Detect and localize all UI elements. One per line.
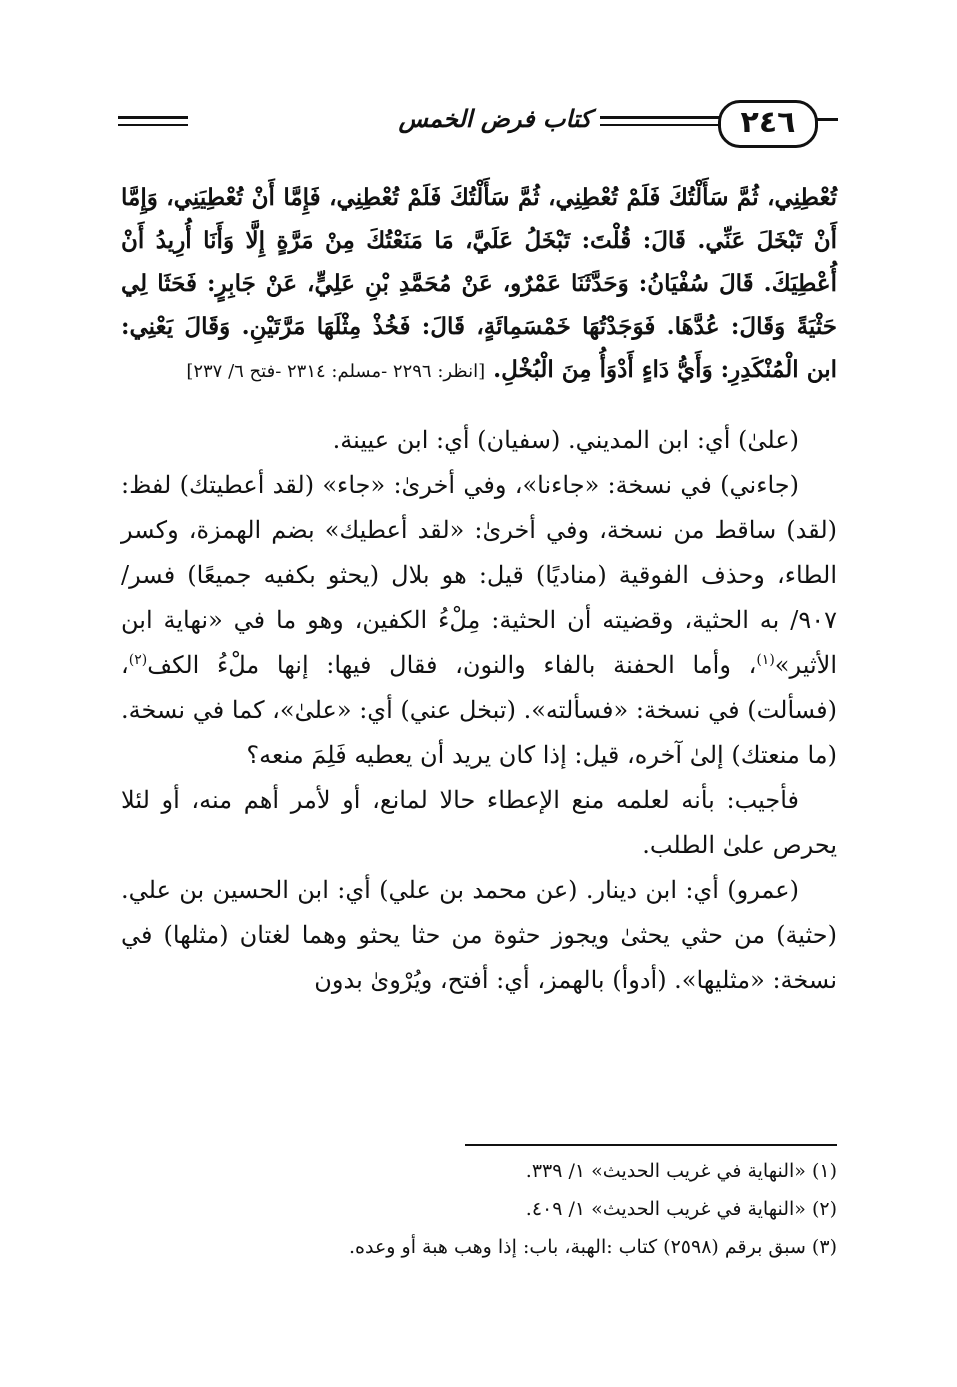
header-rule-left-top <box>118 116 188 119</box>
footnote-marker: (٢) <box>128 652 148 668</box>
page-number: ٢٤٦ <box>718 100 818 148</box>
commentary-text: ، وأما الحفنة بالفاء والنون، فقال فيها: إنها ملْءُ الكف <box>147 651 757 679</box>
hadith-line: تُعْطِنِي، ثُمَّ سَأَلْتُكَ فَلَمْ تُعْطِنِي، ثُمَّ سَأَلْتُكَ فَلَمْ تُعْطِنِي، فَإِمَّا أَنْ تُعْطِيَنِي، وَإِمَّا أَنْ <box>121 184 837 254</box>
hadith-line: تَبْخَلَ عَنِّي. قَالَ: قُلْتَ: تَبْخَلُ عَلَيَّ، مَا مَنَعْتُكَ مِنْ مَرَّةٍ إِلَّا وَأَنَا أُرِيدُ أَنْ أُعْطِيَكَ. <box>121 227 837 297</box>
commentary-paragraph <box>121 463 837 778</box>
commentary-paragraph: (علىٰ) أي: ابن المديني. (سفيان) أي: ابن عيينة. <box>332 426 799 454</box>
commentary-paragraph: فأجيب: بأنه لعلمه منع الإعطاء حالا لمانع، أو لأمر أهم منه، أو لئلا يحرص علىٰ الطلب. <box>121 786 837 859</box>
hadith-source-reference: [انظر: ٢٢٩٦ -مسلم: ٢٣١٤ -فتح ٦/ ٢٣٧] <box>186 361 486 382</box>
commentary <box>121 418 837 1003</box>
commentary-text: ، (فسألت) في نسخة: «فسألته». (تبخل عني) أي: «علىٰ»، كما في نسخة. (ما منعتك) إلىٰ آخره، قيل: إذا كان يريد أن يعطيه فَلِمَ منعه؟ <box>121 651 837 769</box>
hadith-text <box>121 176 837 393</box>
hadith-line: عُدَّهَا. فَوَجَدْتُهَا خَمْسَمِائَةٍ، قَالَ: فَخُذْ مِثْلَهَا مَرَّتَيْنِ. وَقَالَ يَعْنِي: ابن الْمُنْكَدِرِ: وَأَيُّ <box>121 313 837 383</box>
footnotes <box>121 1152 837 1266</box>
header-rule-left-bottom <box>118 124 188 126</box>
commentary-text: (جاءني) في نسخة: «جاءنا»، وفي أخرىٰ: «جاء» (لقد أعطيتك) لفظ: (لقد) ساقط من نسخة، وفي أخرىٰ: «لقد أعطيك» بضم الهمزة، وكسر الطاء، وحذف الفوقية (مناديًا) قيل: هو بلال (يحثو بكفيه جميعًا) فسر/ ٩٠٧/ به الحثية، وقضيته أن الحثية: مِلْءُ الكفين، وهو ما في «نهاية ابن الأثير» <box>121 471 837 679</box>
footnote-marker: (١) <box>756 652 775 668</box>
footnote-separator <box>465 1144 837 1146</box>
page-header <box>118 100 838 150</box>
running-title: كتاب فرض الخمس <box>390 104 600 133</box>
footnote: (٢) «النهاية في غريب الحديث» ١/ ٤٠٩. <box>525 1198 837 1220</box>
hadith-line: قَالَ سُفْيَانُ: وَحَدَّثَنَا عَمْرٌو، عَنْ مُحَمَّدِ بْنِ عَلِيٍّ، عَنْ جَابِرٍ: فَحَثَا لِي حَثْيَةً وَقَالَ: <box>121 270 837 340</box>
hadith-line: دَاءٍ أَدْوَأُ مِنَ الْبُخْلِ. <box>485 356 670 383</box>
commentary-paragraph: (عمرو) أي: ابن دينار. (عن محمد بن علي) أي: ابن الحسين بن علي. (حثية) من حثي يحثىٰ ويجوز حثوة من حثا يحثو وهما لغتان (مثلها) في نسخة: «مثليها». (أدوأ) بالهمز، أي: أفتح، ويُرْوىٰ بدون <box>121 876 837 994</box>
footnote: (٣) سبق برقم (٢٥٩٨) كتاب :الهبة، باب: إذا وهب هبة أو وعده. <box>349 1236 837 1258</box>
footnote: (١) «النهاية في غريب الحديث» ١/ ٣٣٩. <box>525 1160 837 1182</box>
